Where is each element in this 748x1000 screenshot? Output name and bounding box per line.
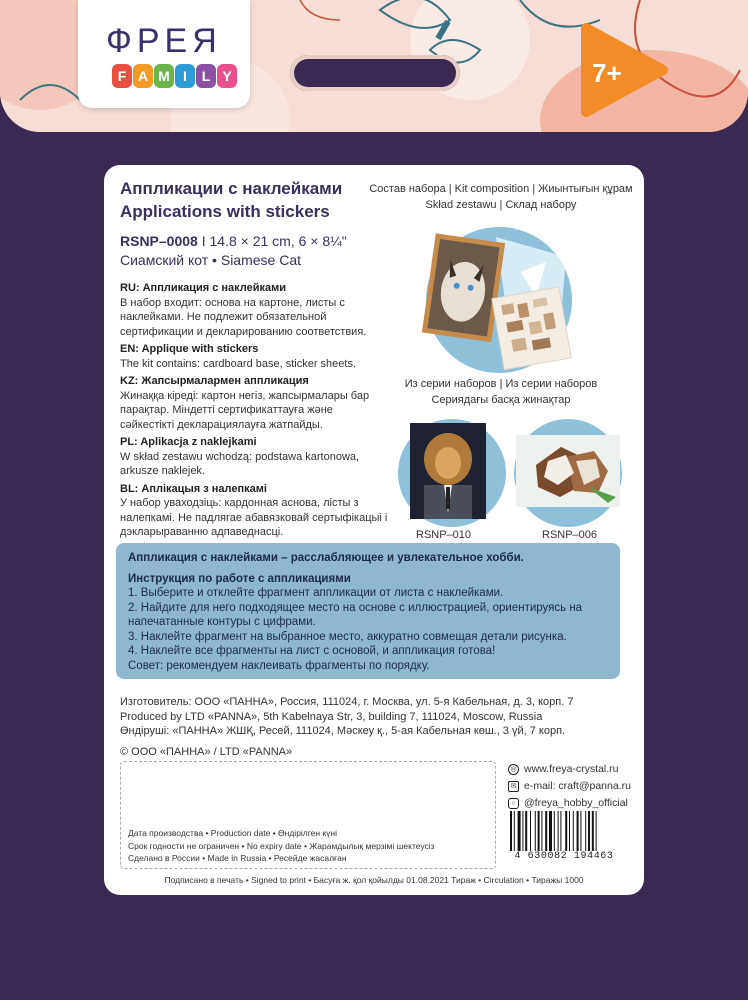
sku-code: RSNP–0008 [120,233,198,249]
barcode [508,811,620,851]
barcode-bar [596,811,597,851]
logo-text: ФРЕЯ [106,22,222,60]
instruction-heading: Инструкция по работе с аппликациями [128,572,351,585]
product-size: I 14.8 × 21 cm, 6 × 8¼" [197,233,347,249]
instruction-box [116,543,620,679]
lion-in-suit-image [410,423,486,519]
instruction-tip: Совет: рекомендуем наклеивать фрагменты по порядку. [128,659,430,672]
logo-letter: M [154,64,174,88]
info-card [104,165,644,895]
barcode-bar [525,811,527,851]
logo-letter: Y [217,64,237,88]
description-text: W skład zestawu wchodzą: podstawa kartonowa, arkusze naklejek. [120,450,360,477]
barcode-bar [573,811,574,851]
barcode-bar [538,811,540,851]
instagram-text: @freya_hobby_official [524,797,628,809]
barcode-bar [580,811,581,851]
instruction-step: 3. Наклейте фрагмент на выбранное место, аккуратно совмещая детали рисунка. [128,630,567,643]
barcode-bar [588,811,590,851]
barcode-bar [549,811,552,851]
description-heading: PL: Aplikacja z naklejkami [120,436,257,448]
barcode-bar [577,811,579,851]
description-block [120,435,390,479]
product-title-ru: Аппликации с наклейками [120,179,343,198]
kit-composition-heading [366,181,636,213]
logo-letter: L [196,64,216,88]
description-block [120,281,390,339]
logo-family [112,64,237,88]
series-item-code: RSNP–006 [542,529,598,541]
barcode-bar [535,811,536,851]
mail-icon: ✉ [508,781,519,792]
description-heading: BL: Аплікацыя з налепкамі [120,482,267,495]
barcode-bar [558,811,559,851]
date-line: Срок годности не ограничен • No expiry date • Жарамдылық мерзімі шектеусіз [128,840,435,851]
series-heading-line: Из серии наборов | Из серии наборов [404,378,598,390]
barcode-bar [522,811,523,851]
description-block [120,374,390,432]
series-item-code: RSNP–010 [416,529,472,541]
barcode-bar [514,811,515,851]
manufacturer-info [120,695,632,739]
package-header [0,0,748,132]
email-text: e-mail: craft@panna.ru [524,780,631,792]
description-heading: KZ: Жапсырмалармен аппликация [120,375,309,387]
barcode-bar [585,811,586,851]
description-text: В набор входит: основа на картоне, листы с наклейками. Не подлежит обязательной сертификации и декларированию соответствия. [120,296,367,338]
description-text: The kit contains: cardboard base, sticker sheets. [120,357,357,370]
series-heading-line: Сериядағы басқа жинақтар [431,394,571,406]
contact-instagram[interactable] [508,795,631,812]
date-line: Дата производства • Production date • Өндірілген күні [128,828,338,838]
instruction-step: 4. Наклейте все фрагменты на лист с основой, и аппликация готова! [128,645,496,657]
globe-icon: ◎ [508,764,519,775]
manufacturer-line: Produced by LTD «PANNA», 5th Kabelnaya Str, 3, building 7, 111024, Moscow, Russia [120,710,543,723]
date-line: Сделано в России • Made in Russia • Ресейде жасалған [128,853,347,863]
logo-letter: A [133,64,153,88]
descriptions [120,281,390,543]
description-block [120,342,390,371]
barcode-bar [560,811,561,851]
kit-heading-line: Состав набора | Kit composition | Жиынтығын құрам [369,183,633,195]
age-badge: 7+ [592,58,622,88]
barcode-bar [565,811,567,851]
barcode-bar [592,811,594,851]
barcode-bar [510,811,512,851]
kit-sheets-illustration [418,231,608,371]
product-sku [120,233,347,249]
contact-email[interactable] [508,778,631,795]
coconut-image [516,435,620,507]
kit-heading-line: Skład zestawu | Склад набору [425,199,577,211]
contact-website[interactable] [508,761,631,778]
description-heading: RU: Аппликация с наклейками [120,282,287,294]
product-title-en: Applications with stickers [120,202,330,221]
logo-letter: I [175,64,195,88]
logo-letter: F [112,64,132,88]
description-block [120,482,390,540]
series-heading [366,376,636,408]
barcode-bar [569,811,570,851]
description-text: У набор уваходзіць: кардонная аснова, лісты з налепкамі. Не падлягае абавязковай сертыфікацыі і дэкларыраванню адпаведнасці. [120,497,388,538]
instagram-icon: ○ [508,798,519,809]
barcode-bar [545,811,547,851]
instruction-banner: Аппликация с наклейками – расслабляющее и увлекательное хобби. [128,552,524,564]
manufacturer-line: Өндіруші: «ПАННА» ЖШҚ, Ресей, 111024, Мәскеу қ., 5-ая Кабельная көш., 3 үй, 7 корп. [120,725,566,737]
date-info [128,827,435,865]
copyright: © ООО «ПАННА» / LTD «PANNA» [120,746,293,758]
barcode-number: 4 630082 194463 [514,851,614,862]
manufacturer-line: Изготовитель: ООО «ПАННА», Россия, 111024, г. Москва, ул. 5-я Кабельная, д. 3, корп. 7 [120,696,574,708]
product-name: Сиамский кот • Siamese Cat [120,252,301,268]
instruction-step: 2. Найдите для него подходящее место на основе с иллюстрацией, ориентируясь на напечатанные контуры с цифрами. [128,601,583,628]
description-heading: EN: Applique with stickers [120,343,259,355]
contacts [508,761,631,812]
instruction-step: 1. Выберите и отклейте фрагмент аппликации от листа с наклейками. [128,587,504,599]
hang-hole [290,55,460,91]
barcode-bar [541,811,542,851]
website-text: www.freya-crystal.ru [524,763,619,775]
barcode-bar [530,811,531,851]
barcode-bar [554,811,555,851]
brand-logo [78,0,250,108]
print-footer: Подписано в печать • Signed to print • Басуға ж. қол қойылды 01.08.2021 Тираж • Circulation • Тиражы 1000 [164,875,584,885]
barcode-bar [518,811,521,851]
description-text: Жинаққа кіреді: картон негіз, жапсырмалары бар парақтар. Міндетті сертификаттауға және сәйкестікті декларациялауға жатпайды. [120,389,370,431]
